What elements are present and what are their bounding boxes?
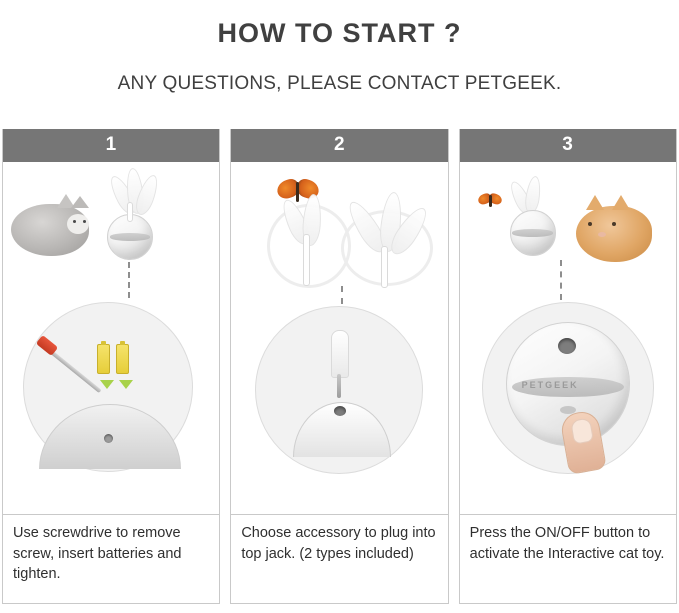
page-subtitle: ANY QUESTIONS, PLEASE CONTACT PETGEEK.	[117, 73, 562, 94]
arrow-down-icon	[119, 380, 133, 389]
step-illustration-2	[231, 162, 447, 514]
connector-line	[341, 286, 343, 304]
screw-hole-icon	[104, 434, 113, 443]
step-caption-1: Use screwdrive to remove screw, insert batteries and tighten.	[3, 514, 219, 603]
step-number-1: 1	[3, 129, 219, 162]
toy-ball-icon	[510, 210, 556, 256]
accessory-stem-icon	[303, 234, 310, 286]
fingernail-icon	[570, 417, 594, 444]
step-number-2: 2	[231, 129, 447, 162]
connector-line	[128, 262, 130, 298]
step-card-2	[230, 129, 448, 604]
how-to-start-page	[0, 10, 679, 613]
jack-port-icon	[558, 338, 576, 354]
steps-container	[0, 129, 679, 604]
step-caption-3: Press the ON/OFF button to activate the Interactive cat toy.	[460, 514, 676, 603]
power-button-icon	[560, 406, 576, 414]
brand-label: PETGEEK	[521, 380, 579, 390]
kitten-icon	[576, 206, 652, 262]
step-illustration-1	[3, 162, 219, 514]
connector-line	[560, 260, 562, 300]
accessory-stem-icon	[381, 246, 388, 288]
page-title: HOW TO START ?	[217, 18, 462, 48]
step-card-1	[2, 129, 220, 604]
feather-accessory-icon	[523, 175, 542, 215]
arrow-down-icon	[100, 380, 114, 389]
step-caption-2: Choose accessory to plug into top jack. (2 types included)	[231, 514, 447, 603]
cat-icon	[11, 204, 89, 256]
step-illustration-3	[460, 162, 676, 514]
step-number-3: 3	[460, 129, 676, 162]
step-card-3	[459, 129, 677, 604]
